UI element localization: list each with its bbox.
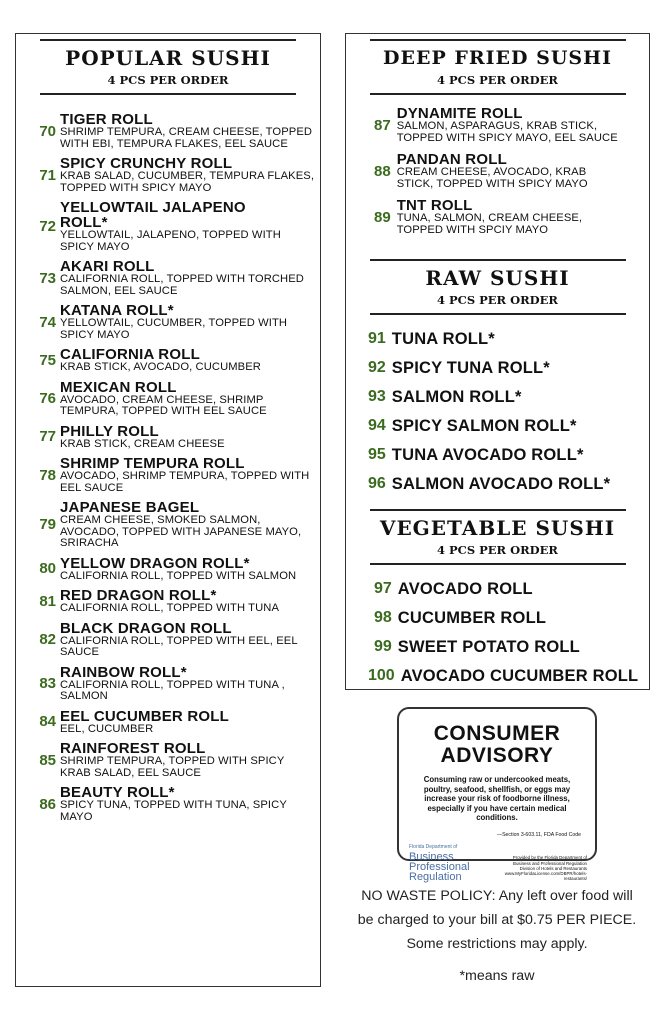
item-name: DYNAMITE ROLL bbox=[396, 105, 523, 122]
menu-item bbox=[346, 106, 649, 144]
vegetable-sushi-list bbox=[346, 574, 649, 690]
item-description: KRAB STICK, CREAM CHEESE bbox=[60, 437, 225, 450]
header-rule-bottom bbox=[370, 313, 626, 315]
item-name: JAPANESE BAGEL bbox=[60, 499, 200, 516]
logo-line3: Professional bbox=[409, 860, 470, 873]
header-rule-top bbox=[370, 39, 626, 41]
item-name: TIGER ROLL bbox=[60, 111, 153, 128]
menu-item bbox=[16, 424, 320, 451]
item-name: PHILLY ROLL bbox=[60, 422, 159, 440]
header-rule-top bbox=[40, 39, 296, 41]
item-description: SHRIMP TEMPURA, TOPPED WITH SPICY KRAB SALAD, EEL SAUCE bbox=[60, 755, 285, 779]
item-name: TNT ROLL bbox=[396, 197, 473, 214]
popular-sushi-list bbox=[16, 112, 320, 823]
advisory-citation: —Section 3-603.11, FDA Food Code bbox=[496, 831, 581, 838]
item-number: 100 bbox=[368, 666, 395, 684]
item-number: 84 bbox=[39, 713, 56, 731]
menu-item bbox=[16, 259, 320, 297]
item-number: 79 bbox=[39, 516, 56, 534]
advisory-provided-by: Provided by the Florida Department of Business and Professional Regulation Division of Hotels and Restaurants www.MyFloridaLicense.com/DBPR/hotels-restaurants/ bbox=[504, 855, 587, 882]
raw-footnote: *means raw bbox=[459, 968, 535, 984]
item-name: PANDAN ROLL bbox=[396, 151, 507, 168]
item-name: AVOCADO CUCUMBER ROLL bbox=[400, 666, 639, 685]
raw-sushi-header bbox=[346, 259, 649, 315]
section-subtitle: 4 PCS PER ORDER bbox=[437, 73, 558, 87]
item-number: 71 bbox=[39, 166, 56, 184]
item-number: 95 bbox=[368, 445, 386, 463]
item-number: 86 bbox=[39, 795, 56, 813]
item-number: 99 bbox=[374, 637, 392, 655]
menu-item bbox=[346, 440, 649, 469]
popular-sushi-header bbox=[16, 39, 320, 95]
item-name: SALMON AVOCADO ROLL* bbox=[391, 474, 611, 493]
item-description: AVOCADO, SHRIMP TEMPURA, TOPPED WITH EEL SAUCE bbox=[60, 470, 310, 494]
logo-line4: Regulation bbox=[409, 870, 462, 883]
item-number: 78 bbox=[39, 466, 56, 484]
section-title: POPULAR SUSHI bbox=[65, 46, 271, 70]
menu-item bbox=[16, 556, 320, 583]
item-description: CALIFORNIA ROLL, TOPPED WITH EEL, EEL SAUCE bbox=[60, 634, 298, 658]
item-name: SPICY CRUNCHY ROLL bbox=[60, 155, 233, 172]
item-number: 80 bbox=[39, 560, 56, 578]
section-subtitle: 4 PCS PER ORDER bbox=[437, 543, 558, 557]
item-name: BLACK DRAGON ROLL bbox=[60, 619, 232, 637]
advisory-title-line2: ADVISORY bbox=[440, 744, 554, 767]
item-number: 96 bbox=[368, 474, 386, 492]
item-name: MEXICAN ROLL bbox=[60, 378, 177, 396]
popular-sushi-panel bbox=[15, 33, 321, 987]
item-number: 76 bbox=[39, 390, 56, 407]
item-description: KRAB STICK, AVOCADO, CUCUMBER bbox=[60, 361, 261, 373]
item-description: CALIFORNIA ROLL, TOPPED WITH TORCHED SALMON, EEL SAUCE bbox=[60, 273, 304, 297]
item-number: 89 bbox=[374, 208, 391, 226]
menu-item bbox=[346, 632, 649, 661]
menu-item bbox=[16, 741, 320, 779]
dbpr-logo bbox=[409, 842, 470, 882]
item-number: 93 bbox=[368, 387, 386, 405]
item-number: 87 bbox=[374, 116, 391, 134]
item-description: YELLOWTAIL, CUCUMBER, TOPPED WITH SPICY MAYO bbox=[60, 317, 288, 341]
menu-item bbox=[16, 380, 320, 418]
item-name: YELLOWTAIL JALAPENO ROLL* bbox=[60, 199, 246, 231]
item-description: EEL, CUCUMBER bbox=[60, 722, 154, 735]
item-number: 88 bbox=[374, 162, 391, 180]
item-description: CALIFORNIA ROLL, TOPPED WITH SALMON bbox=[60, 569, 297, 582]
menu-item bbox=[16, 456, 320, 494]
header-rule-top bbox=[370, 259, 626, 261]
item-name: KATANA ROLL* bbox=[60, 302, 174, 319]
item-description: CREAM CHEESE, AVOCADO, KRAB STICK, TOPPED WITH SPICY MAYO bbox=[396, 166, 588, 190]
no-waste-policy: NO WASTE POLICY: Any left over food will be charged to your bill at $0.75 PER PIECE. Some restrictions may apply. bbox=[357, 888, 637, 952]
item-number: 77 bbox=[39, 428, 56, 446]
item-description: CALIFORNIA ROLL, TOPPED WITH TUNA bbox=[60, 602, 280, 614]
menu-item bbox=[346, 661, 649, 690]
item-number: 92 bbox=[368, 358, 386, 376]
menu-item bbox=[16, 785, 320, 823]
item-number: 70 bbox=[39, 122, 56, 140]
menu-item bbox=[16, 500, 320, 550]
menu-item bbox=[346, 411, 649, 440]
item-description: SPICY TUNA, TOPPED WITH TUNA, SPICY MAYO bbox=[60, 799, 287, 823]
item-description: KRAB SALAD, CUCUMBER, TEMPURA FLAKES, TOPPED WITH SPICY MAYO bbox=[60, 170, 315, 194]
menu-item bbox=[346, 603, 649, 632]
logo-line2: Business bbox=[409, 850, 454, 863]
item-name: SPICY TUNA ROLL* bbox=[391, 358, 550, 377]
item-description: SHRIMP TEMPURA, CREAM CHEESE, TOPPED WITH EBI, TEMPURA FLAKES, EEL SAUCE bbox=[60, 126, 313, 150]
section-subtitle: 4 PCS PER ORDER bbox=[107, 73, 229, 87]
deep-fried-header bbox=[346, 39, 649, 95]
menu-item bbox=[346, 353, 649, 382]
right-menu-panel bbox=[345, 33, 650, 690]
consumer-advisory-box bbox=[397, 707, 597, 883]
item-name: SHRIMP TEMPURA ROLL bbox=[60, 455, 245, 472]
menu-item bbox=[346, 469, 649, 498]
menu-item bbox=[16, 200, 320, 253]
item-name: SALMON ROLL* bbox=[391, 387, 522, 406]
menu-item bbox=[16, 156, 320, 194]
item-name: EEL CUCUMBER ROLL bbox=[60, 707, 229, 725]
item-name: RAINBOW ROLL* bbox=[60, 663, 187, 681]
section-title: VEGETABLE SUSHI bbox=[379, 516, 616, 540]
item-name: RED DRAGON ROLL* bbox=[60, 587, 217, 604]
item-name: BEAUTY ROLL* bbox=[60, 784, 175, 801]
header-rule-top bbox=[370, 509, 626, 511]
item-number: 72 bbox=[39, 218, 56, 235]
header-rule-bottom bbox=[40, 93, 296, 95]
advisory-title-line1: CONSUMER bbox=[433, 722, 561, 745]
item-number: 91 bbox=[368, 329, 386, 347]
logo-line1: Florida Department of bbox=[409, 843, 458, 850]
item-name: AKARI ROLL bbox=[60, 258, 155, 275]
menu-item bbox=[346, 152, 649, 190]
vegetable-sushi-header bbox=[346, 509, 649, 565]
item-description: CREAM CHEESE, SMOKED SALMON, AVOCADO, TOPPED WITH JAPANESE MAYO, SRIRACHA bbox=[60, 514, 302, 549]
item-name: CUCUMBER ROLL bbox=[397, 608, 547, 627]
item-name: AVOCADO ROLL bbox=[397, 579, 533, 598]
advisory-footer bbox=[409, 842, 587, 882]
item-number: 98 bbox=[374, 608, 392, 626]
item-number: 75 bbox=[39, 351, 56, 369]
menu-item bbox=[16, 665, 320, 703]
menu-item bbox=[16, 621, 320, 659]
item-number: 81 bbox=[39, 592, 56, 610]
item-name: YELLOW DRAGON ROLL* bbox=[60, 554, 250, 572]
item-number: 82 bbox=[39, 631, 56, 648]
item-number: 94 bbox=[368, 416, 386, 434]
item-number: 73 bbox=[39, 269, 56, 287]
menu-item bbox=[16, 112, 320, 150]
item-description: AVOCADO, CREAM CHEESE, SHRIMP TEMPURA, TOPPED WITH EEL SAUCE bbox=[60, 393, 267, 417]
section-subtitle: 4 PCS PER ORDER bbox=[437, 293, 558, 307]
menu-item bbox=[16, 588, 320, 615]
item-description: TUNA, SALMON, CREAM CHEESE, TOPPED WITH SPCIY MAYO bbox=[396, 212, 583, 236]
item-name: TUNA AVOCADO ROLL* bbox=[391, 445, 584, 464]
item-name: TUNA ROLL* bbox=[391, 329, 495, 348]
menu-item bbox=[346, 198, 649, 236]
menu-item bbox=[346, 574, 649, 603]
item-name: CALIFORNIA ROLL bbox=[60, 346, 200, 363]
raw-sushi-list bbox=[346, 324, 649, 498]
menu-item bbox=[16, 709, 320, 736]
advisory-title bbox=[399, 723, 595, 767]
section-title: RAW SUSHI bbox=[425, 266, 570, 290]
header-rule-bottom bbox=[370, 563, 626, 565]
item-description: SALMON, ASPARAGUS, KRAB STICK, TOPPED WITH SPICY MAYO, EEL SAUCE bbox=[396, 120, 618, 144]
menu-item bbox=[16, 347, 320, 374]
item-name: RAINFOREST ROLL bbox=[60, 740, 206, 757]
item-name: SWEET POTATO ROLL bbox=[397, 637, 580, 656]
header-rule-bottom bbox=[370, 93, 626, 95]
menu-item bbox=[16, 303, 320, 341]
item-number: 74 bbox=[39, 313, 56, 331]
deep-fried-list bbox=[346, 106, 649, 236]
item-number: 85 bbox=[39, 751, 56, 769]
advisory-body: Consuming raw or undercooked meats, poultry, seafood, shellfish, or eggs may increase your risk of foodborne illness, especially if you have certain medical conditions. bbox=[423, 775, 571, 822]
item-description: YELLOWTAIL, JALAPENO, TOPPED WITH SPICY MAYO bbox=[60, 229, 281, 253]
item-name: SPICY SALMON ROLL* bbox=[391, 416, 577, 435]
item-number: 97 bbox=[374, 579, 392, 597]
menu-item bbox=[346, 382, 649, 411]
item-description: CALIFORNIA ROLL, TOPPED WITH TUNA , SALMON bbox=[60, 678, 285, 702]
section-title: DEEP FRIED SUSHI bbox=[383, 47, 612, 69]
item-number: 83 bbox=[39, 675, 56, 692]
menu-item bbox=[346, 324, 649, 353]
